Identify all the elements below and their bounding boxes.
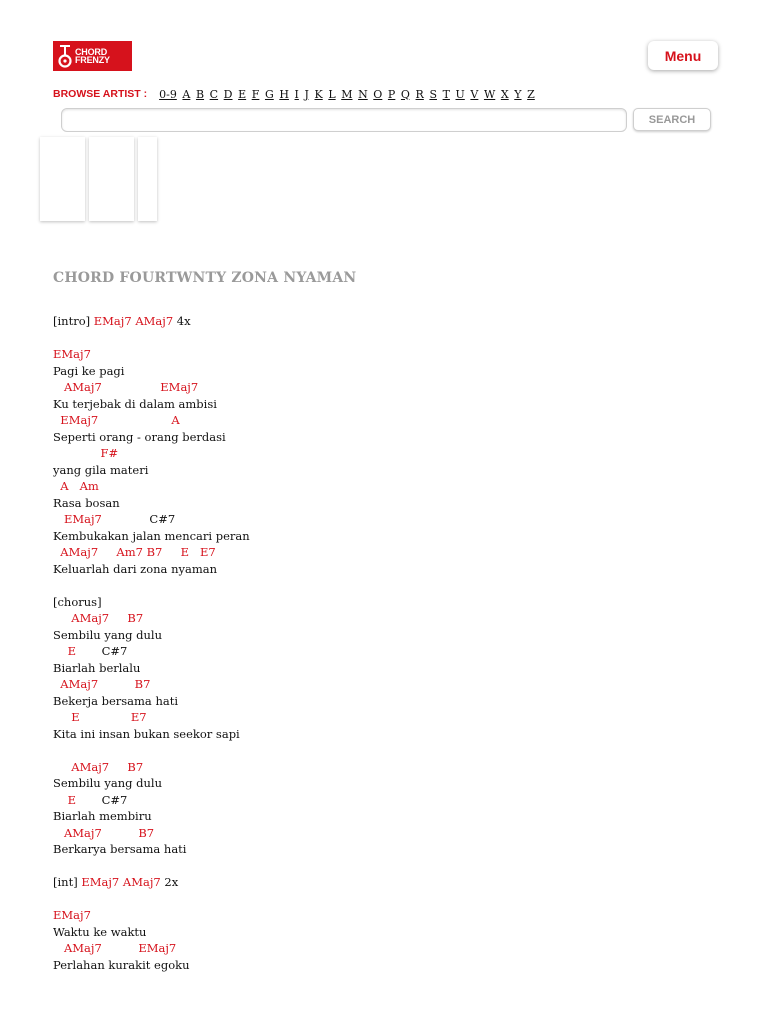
browse-artist-bar (53, 86, 540, 102)
browse-letter-g[interactable]: G (264, 87, 274, 101)
chord-lyrics (53, 313, 250, 973)
lyric-text: Rasa bosan (53, 495, 120, 510)
chord-text: E (53, 792, 77, 807)
lyric-text: [intro] (53, 314, 94, 328)
browse-letter-l[interactable]: L (328, 87, 336, 101)
chord-text: EMaj7 A (53, 413, 180, 427)
lyric-text: Pagi ke pagi (53, 363, 125, 378)
browse-letter-e[interactable]: E (238, 87, 247, 101)
browse-letter-m[interactable]: M (341, 87, 353, 101)
lyric-line (53, 726, 250, 743)
lyric-line (53, 775, 250, 792)
chord-text: AMaj7 EMaj7 (53, 380, 199, 394)
ad-placeholder-2 (89, 137, 134, 221)
lyric-text: Bekerja bersama hati (53, 693, 179, 708)
lyric-text: C#7 (76, 644, 128, 658)
chord-text: AMaj7 B7 (53, 759, 144, 774)
lyric-line (53, 841, 250, 858)
browse-letter-y[interactable]: Y (514, 87, 522, 101)
browse-letter-z[interactable]: Z (527, 87, 535, 101)
lyric-line (53, 313, 250, 330)
lyric-line (53, 478, 250, 495)
logo-text (75, 48, 110, 64)
lyric-line (53, 363, 250, 380)
lyric-line (53, 759, 250, 776)
lyric-text: 4x (173, 314, 191, 328)
browse-letter-s[interactable]: S (429, 87, 437, 101)
guitar-icon (53, 41, 75, 71)
browse-letter-f[interactable]: F (251, 87, 260, 101)
lyric-line (53, 511, 250, 528)
blank-line (53, 742, 250, 759)
menu-button[interactable]: Menu (648, 41, 718, 70)
lyric-line (53, 924, 250, 941)
chord-text: EMaj7 (53, 512, 102, 526)
browse-letter-x[interactable]: X (500, 87, 509, 101)
lyric-text: Berkarya bersama hati (53, 842, 187, 856)
lyric-text: yang gila materi (53, 462, 149, 477)
lyric-line (53, 792, 250, 809)
browse-letter-a[interactable]: A (182, 87, 191, 101)
browse-letter-p[interactable]: P (387, 87, 396, 101)
lyric-line (53, 594, 250, 611)
blank-line (53, 577, 250, 594)
lyric-line (53, 412, 250, 429)
lyric-text: C#7 (101, 512, 176, 526)
browse-letter-u[interactable]: U (455, 87, 465, 101)
chord-text: AMaj7 Am7 B7 E E7 (53, 545, 216, 559)
browse-letter-v[interactable]: V (470, 87, 479, 101)
browse-letter-h[interactable]: H (279, 87, 289, 101)
lyric-line (53, 544, 250, 561)
logo-text-line2: FRENZY (75, 55, 110, 65)
lyric-text: Kita ini insan bukan seekor sapi (53, 726, 240, 741)
chord-text: AMaj7 B7 (53, 677, 151, 691)
browse-letter-b[interactable]: B (195, 87, 205, 101)
logo-text-line1: CHORD (75, 47, 107, 57)
lyric-line (53, 495, 250, 512)
lyric-text: [int] (53, 875, 82, 889)
chord-text: E E7 (53, 710, 147, 724)
chord-text: AMaj7 EMaj7 (53, 941, 177, 955)
browse-letter-i[interactable]: I (294, 87, 299, 101)
lyric-line (53, 462, 250, 479)
lyric-line (53, 808, 250, 825)
lyric-line (53, 643, 250, 660)
lyric-line (53, 627, 250, 644)
browse-letter-list (159, 88, 540, 101)
lyric-text: 2x (160, 875, 179, 889)
browse-letter-o[interactable]: O (373, 87, 383, 101)
lyric-text: Waktu ke waktu (53, 924, 147, 939)
browse-letter-w[interactable]: W (483, 87, 496, 101)
lyric-text: Seperti orang - orang berdasi (53, 429, 226, 444)
lyric-line (53, 379, 250, 396)
browse-letter-k[interactable]: K (314, 87, 323, 101)
lyric-text: Perlahan kurakit egoku (53, 957, 190, 972)
lyric-line (53, 396, 250, 413)
ad-placeholder-3 (138, 137, 157, 221)
chord-text: EMaj7 (53, 347, 91, 361)
chordfrenzy-logo[interactable] (53, 41, 132, 71)
lyric-line (53, 709, 250, 726)
lyric-line (53, 957, 250, 974)
lyric-line (53, 561, 250, 578)
blank-line (53, 891, 250, 908)
lyric-line (53, 874, 250, 891)
lyric-line (53, 660, 250, 677)
lyric-line (53, 907, 250, 924)
chord-text: AMaj7 B7 (53, 611, 144, 625)
browse-letter-c[interactable]: C (209, 87, 219, 101)
browse-letter-d[interactable]: D (223, 87, 233, 101)
lyric-text: Biarlah berlalu (53, 660, 141, 675)
lyric-line (53, 693, 250, 710)
chord-text: EMaj7 AMaj7 (93, 314, 174, 328)
lyric-text: Biarlah membiru (53, 809, 152, 823)
browse-letter-r[interactable]: R (415, 87, 424, 101)
lyric-text: Sembilu yang dulu (53, 627, 162, 642)
lyric-text: C#7 (76, 792, 128, 807)
lyric-line (53, 445, 250, 462)
browse-letter-0-9[interactable]: 0-9 (159, 87, 177, 101)
chord-text: F# (53, 446, 119, 460)
browse-letter-q[interactable]: Q (400, 87, 410, 101)
lyric-line (53, 429, 250, 446)
chord-text: AMaj7 B7 (53, 825, 155, 840)
browse-artist-label: BROWSE ARTIST : (53, 88, 148, 100)
search-button[interactable]: SEARCH (633, 108, 711, 131)
chord-text: E (53, 644, 77, 658)
ad-placeholder-1 (40, 137, 85, 221)
blank-line (53, 330, 250, 347)
chord-text: EMaj7 (53, 908, 91, 922)
lyric-text: Keluarlah dari zona nyaman (53, 561, 217, 576)
lyric-line (53, 676, 250, 693)
lyric-text: [chorus] (53, 594, 102, 609)
lyric-line (53, 610, 250, 627)
lyric-line (53, 346, 250, 363)
lyric-text: Ku terjebak di dalam ambisi (53, 396, 217, 411)
browse-letter-j[interactable]: J (304, 87, 309, 101)
lyric-text: Sembilu yang dulu (53, 776, 162, 790)
browse-letter-n[interactable]: N (358, 87, 368, 101)
chord-text: A Am (53, 479, 99, 493)
lyric-line (53, 528, 250, 545)
browse-letter-t[interactable]: T (442, 87, 450, 101)
lyric-line (53, 825, 250, 842)
search-input[interactable] (61, 108, 627, 132)
lyric-text: Kembukakan jalan mencari peran (53, 528, 250, 543)
chord-text: EMaj7 AMaj7 (81, 875, 161, 889)
page-title: CHORD FOURTWNTY ZONA NYAMAN (53, 270, 357, 286)
blank-line (53, 858, 250, 875)
lyric-line (53, 940, 250, 957)
